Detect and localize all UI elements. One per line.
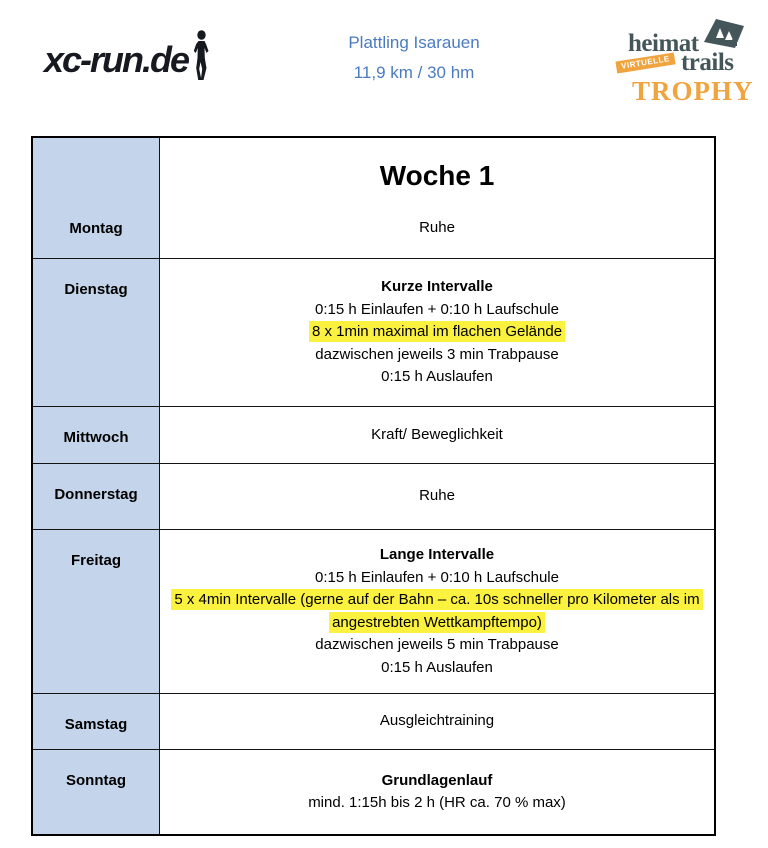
training-line: Kraft/ Beweglichkeit <box>371 425 503 443</box>
table-row <box>33 198 714 258</box>
training-content-cell <box>160 750 714 834</box>
runner-icon <box>190 30 212 82</box>
day-cell: Mittwoch <box>33 407 160 463</box>
training-table-body <box>33 198 714 834</box>
day-cell: Donnerstag <box>33 464 160 529</box>
day-cell: Dienstag <box>33 259 160 406</box>
xc-run-logo-text: xc-run.de <box>44 39 189 80</box>
training-content-cell <box>160 198 714 258</box>
training-line: angestrebten Wettkampftempo) <box>329 612 545 635</box>
training-line: Grundlagenlauf <box>381 771 493 789</box>
trophy-logo-heimat: heimat <box>628 30 699 57</box>
table-row <box>33 406 714 463</box>
training-content-cell <box>160 530 714 693</box>
training-content-cell <box>160 407 714 463</box>
page-header <box>0 0 768 128</box>
training-line: Ausgleichtraining <box>379 712 495 730</box>
training-line: mind. 1:15h bis 2 h (HR ca. 70 % max) <box>308 794 566 811</box>
day-cell: Samstag <box>33 694 160 749</box>
training-plan-table <box>31 136 716 836</box>
training-line: Ruhe <box>419 218 455 236</box>
week-title: Woche 1 <box>160 138 714 198</box>
day-cell: Freitag <box>33 530 160 693</box>
training-content-cell <box>160 464 714 529</box>
training-line: Lange Intervalle <box>379 546 495 563</box>
training-line: Ruhe <box>419 487 455 505</box>
trophy-logo-trophy: TROPHY <box>632 76 754 106</box>
table-row <box>33 749 714 834</box>
table-row <box>33 258 714 406</box>
training-line: Kurze Intervalle <box>381 278 493 296</box>
virtuelle-stamp: VIRTUELLE <box>615 52 675 73</box>
heimat-trails-trophy-logo <box>616 16 754 106</box>
title-row-day-cell <box>33 138 160 198</box>
training-line: 5 x 4min Intervalle (gerne auf der Bahn – ca. 10s schneller pro Kilometer als im <box>171 589 702 612</box>
training-line: 0:15 h Auslaufen <box>381 658 493 676</box>
training-line: dazwischen jeweils 5 min Trabpause <box>315 636 559 653</box>
day-cell: Sonntag <box>33 750 160 834</box>
event-stats: 11,9 km / 30 hm <box>353 63 475 82</box>
table-title-row <box>33 138 714 198</box>
training-line: 0:15 h Einlaufen + 0:10 h Laufschule <box>315 568 559 586</box>
training-line: 0:15 h Auslaufen <box>381 368 493 386</box>
training-line: 8 x 1min maximal im flachen Gelände <box>309 321 565 344</box>
event-name: Plattling Isarauen <box>348 33 480 52</box>
table-row <box>33 693 714 749</box>
table-row <box>33 463 714 529</box>
xc-run-logo <box>44 30 212 78</box>
trophy-logo-trails: trails <box>680 49 734 76</box>
training-line: dazwischen jeweils 3 min Trabpause <box>315 345 559 363</box>
training-content-cell <box>160 259 714 406</box>
day-cell: Montag <box>33 198 160 258</box>
event-header <box>212 28 616 88</box>
training-content-cell <box>160 694 714 749</box>
table-row <box>33 529 714 693</box>
training-line: 0:15 h Einlaufen + 0:10 h Laufschule <box>315 300 559 318</box>
